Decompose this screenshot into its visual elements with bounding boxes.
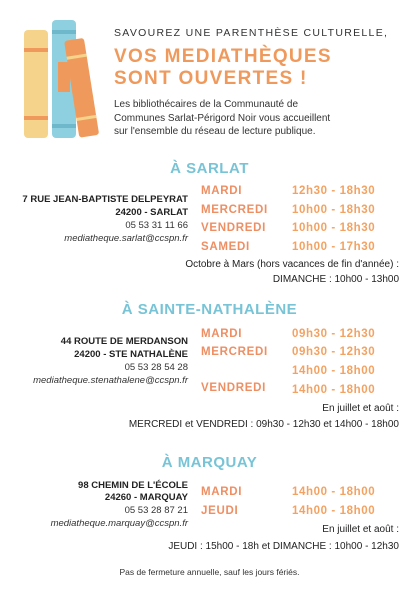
- nathalene-address-line-1: 44 ROUTE DE MERDANSON: [60, 336, 188, 347]
- sarlat-email[interactable]: mediatheque.sarlat@ccspn.fr: [64, 233, 188, 244]
- nathalene-hours: 14h00 - 18h00: [292, 365, 376, 377]
- sarlat-phone: 05 53 31 11 66: [125, 220, 188, 231]
- marquay-email[interactable]: mediatheque.marquay@ccspn.fr: [50, 518, 188, 529]
- marquay-phone: 05 53 28 87 21: [124, 505, 188, 516]
- intro-line-1: Les bibliothécaires de la Communauté de: [114, 99, 298, 110]
- section-title-sarlat: À SARLAT: [170, 160, 249, 177]
- nathalene-hours: 09h30 - 12h30: [292, 346, 376, 358]
- marquay-note-line-2: JEUDI : 15h00 - 18h et DIMANCHE : 10h00 - 12h30: [168, 541, 399, 552]
- book-yellow: [24, 30, 48, 138]
- nathalene-hours: 09h30 - 12h30: [292, 328, 376, 340]
- sarlat-hours: 10h00 - 18h30: [292, 222, 376, 234]
- kicker-text: SAVOUREZ UNE PARENTHÈSE CULTURELLE,: [114, 27, 389, 39]
- nathalene-email[interactable]: mediatheque.stenathalene@ccspn.fr: [33, 375, 188, 386]
- nathalene-day: MERCREDI: [201, 346, 268, 358]
- nathalene-address-line-2: 24200 - STE NATHALÈNE: [74, 349, 188, 360]
- sarlat-hours: 12h30 - 18h30: [292, 185, 376, 197]
- sarlat-hours: 10h00 - 18h30: [292, 204, 376, 216]
- marquay-hours: 14h00 - 18h00: [292, 505, 376, 517]
- marquay-hours: 14h00 - 18h00: [292, 486, 376, 498]
- sarlat-address-line-1: 7 RUE JEAN-BAPTISTE DELPEYRAT: [22, 194, 188, 205]
- nathalene-phone: 05 53 28 54 28: [124, 362, 188, 373]
- sarlat-day: MARDI: [201, 185, 243, 197]
- section-title-sainte-nathalene: À SAINTE-NATHALÈNE: [121, 301, 298, 318]
- sarlat-note-line-1: Octobre à Mars (hors vacances de fin d'année) :: [185, 259, 399, 270]
- nathalene-day: MARDI: [201, 328, 243, 340]
- marquay-address-line-2: 24260 - MARQUAY: [104, 492, 188, 503]
- headline-line-2: SONT OUVERTES !: [114, 68, 308, 89]
- intro-text: [114, 98, 414, 139]
- nathalene-note-line-2: MERCREDI et VENDREDI : 09h30 - 12h30 et 14h00 - 18h00: [128, 419, 399, 430]
- sarlat-note-line-2: DIMANCHE : 10h00 - 13h00: [272, 274, 399, 285]
- sarlat-day: SAMEDI: [201, 241, 250, 253]
- sarlat-day: MERCREDI: [201, 204, 268, 216]
- sarlat-day: VENDREDI: [201, 222, 267, 234]
- intro-line-3: sur l'ensemble du réseau de lecture publique.: [114, 126, 316, 137]
- books-illustration: [20, 18, 106, 140]
- sarlat-address-line-2: 24200 - SARLAT: [115, 207, 188, 218]
- marquay-address-line-1: 98 CHEMIN DE L'ÉCOLE: [78, 480, 188, 491]
- nathalene-hours: 14h00 - 18h00: [292, 384, 376, 396]
- section-title-marquay: À MARQUAY: [161, 454, 258, 471]
- marquay-note-line-1: En juillet et août :: [322, 524, 399, 535]
- marquay-day: MARDI: [201, 486, 243, 498]
- intro-line-2: Communes Sarlat-Périgord Noir vous accueillent: [114, 112, 331, 124]
- nathalene-note-line-1: En juillet et août :: [322, 403, 399, 414]
- sarlat-hours: 10h00 - 17h30: [292, 241, 376, 253]
- headline-line-1: VOS MEDIATHÈQUES: [114, 46, 332, 67]
- marquay-day: JEUDI: [201, 505, 239, 517]
- footer-note: Pas de fermeture annuelle, sauf les jours fériés.: [119, 567, 300, 577]
- headline: [114, 46, 332, 90]
- nathalene-day: VENDREDI: [201, 382, 267, 394]
